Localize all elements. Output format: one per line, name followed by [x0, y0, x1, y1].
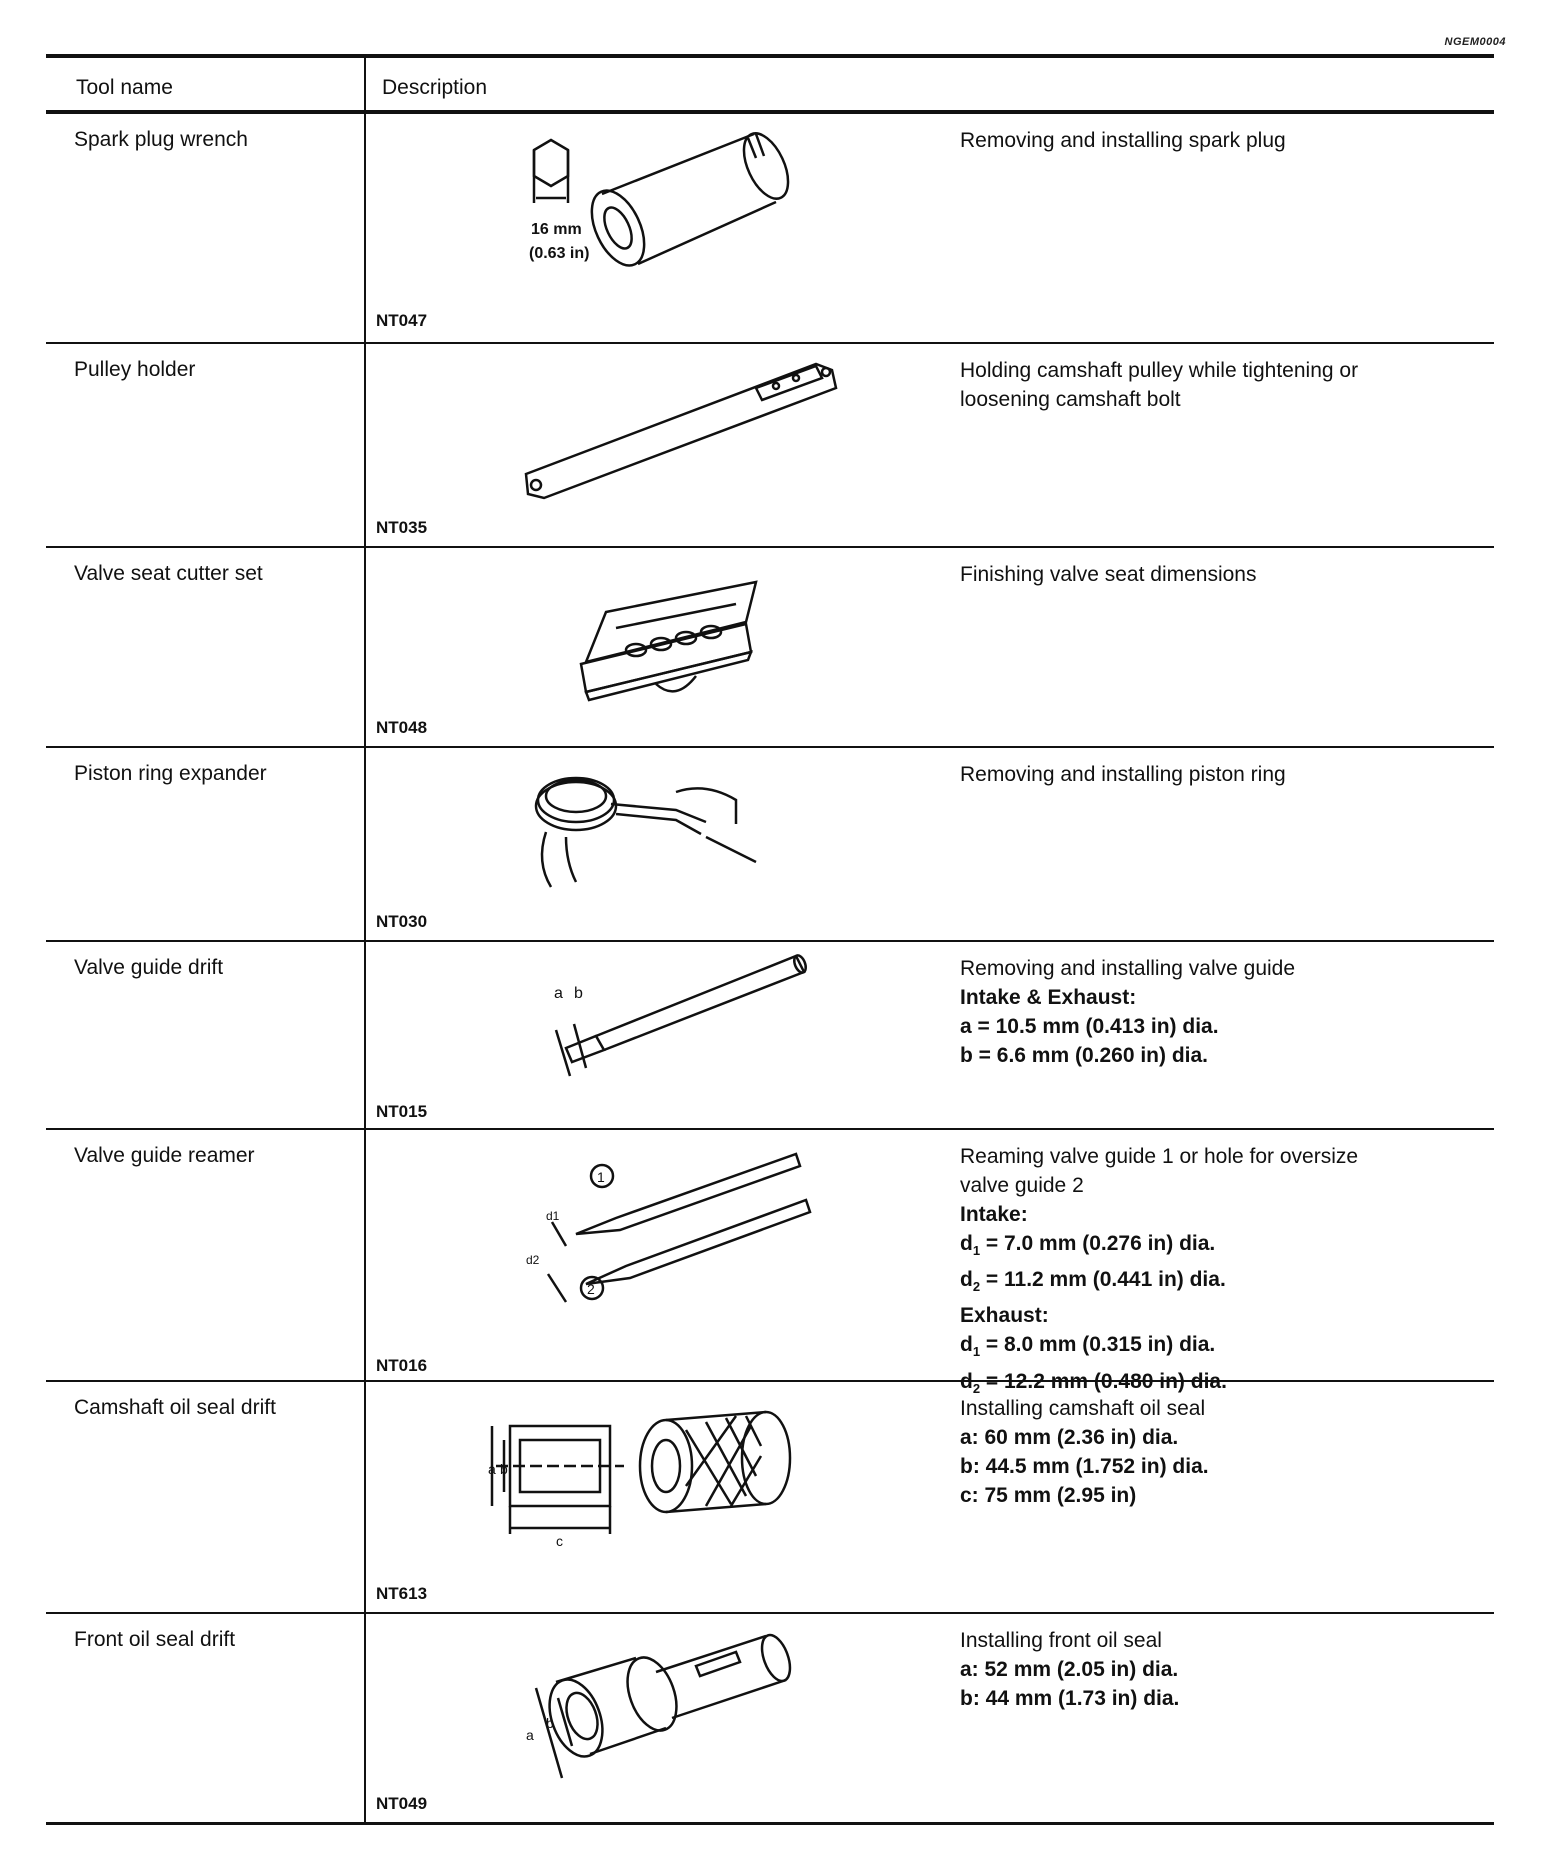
table-row	[46, 942, 1494, 1130]
valve-guide-drift-icon	[376, 946, 936, 1106]
tool-name: Front oil seal drift	[74, 1628, 236, 1651]
label-b: b	[500, 1461, 508, 1477]
table-row	[46, 344, 1494, 548]
spec-line: c: 75 mm (2.95 in)	[960, 1484, 1137, 1507]
valve-seat-cutter-set-icon	[376, 552, 936, 722]
tool-code: NT048	[376, 718, 428, 737]
table-row	[46, 1382, 1494, 1614]
tool-code: NT015	[376, 1102, 428, 1121]
camshaft-oil-seal-drift-icon	[376, 1386, 936, 1586]
tool-description	[960, 126, 1480, 155]
spec-heading: Intake:	[960, 1203, 1028, 1226]
tool-description	[960, 356, 1480, 414]
label-d2: d2	[526, 1253, 540, 1267]
tool-name: Valve seat cutter set	[74, 562, 263, 585]
tool-description	[960, 1394, 1480, 1510]
label-c: c	[556, 1533, 563, 1549]
table-header	[46, 58, 1494, 110]
tool-description	[960, 760, 1480, 789]
label-d1: d1	[546, 1209, 560, 1223]
description-line: valve guide 2	[960, 1174, 1084, 1197]
tool-name: Camshaft oil seal drift	[74, 1396, 276, 1419]
tool-code: NT035	[376, 518, 428, 537]
spec-heading: Intake & Exhaust:	[960, 986, 1137, 1009]
label-a: a	[488, 1461, 496, 1477]
tool-code: NT049	[376, 1794, 428, 1813]
table-row	[46, 748, 1494, 942]
description-line: Holding camshaft pulley while tightening or	[960, 359, 1359, 382]
tool-name: Spark plug wrench	[74, 128, 248, 151]
spec-line: b: 44 mm (1.73 in) dia.	[960, 1687, 1180, 1710]
tool-code: NT613	[376, 1584, 428, 1603]
tool-description	[960, 560, 1480, 589]
label-a: a	[554, 985, 563, 1002]
table-row	[46, 1130, 1494, 1396]
spec-line: a: 52 mm (2.05 in) dia.	[960, 1658, 1179, 1681]
spec-line: b = 6.6 mm (0.260 in) dia.	[960, 1044, 1209, 1067]
piston-ring-expander-icon	[376, 752, 936, 922]
header-description: Description	[382, 76, 488, 99]
tool-description	[960, 1626, 1480, 1713]
tool-name: Valve guide reamer	[74, 1144, 255, 1167]
callout-1: 1	[597, 1169, 605, 1185]
spec-line: $d_1 = 8.0$ mm (0.315 in) dia.	[960, 1333, 1216, 1360]
description-line: Removing and installing valve guide	[960, 957, 1296, 980]
spec-line: $d_2 = 12.2$ mm (0.480 in) dia.	[960, 1369, 1227, 1396]
description-line: Finishing valve seat dimensions	[960, 563, 1257, 586]
description-line: Removing and installing piston ring	[960, 763, 1286, 786]
spark-plug-wrench-icon	[376, 118, 936, 318]
tool-name: Valve guide drift	[74, 956, 224, 979]
description-line: Reaming valve guide 1 or hole for oversize	[960, 1145, 1359, 1168]
spec-line: b: 44.5 mm (1.752 in) dia.	[960, 1455, 1209, 1478]
tool-code: NT030	[376, 912, 428, 931]
description-line: Installing camshaft oil seal	[960, 1397, 1206, 1420]
label-a: a	[526, 1727, 534, 1743]
description-line: Installing front oil seal	[960, 1629, 1162, 1652]
description-line: Removing and installing spark plug	[960, 129, 1286, 152]
document-id: NGEM0004	[1444, 36, 1506, 48]
tool-description	[960, 954, 1480, 1070]
spec-heading: Exhaust:	[960, 1304, 1049, 1328]
callout-2: 2	[587, 1281, 595, 1297]
label-b: b	[574, 985, 583, 1002]
spec-line: a = 10.5 mm (0.413 in) dia.	[960, 1015, 1219, 1038]
description-line: loosening camshaft bolt	[960, 388, 1181, 411]
tool-name: Piston ring expander	[74, 762, 267, 785]
label-b: b	[546, 1715, 554, 1731]
socket-size-label: 16 mm	[531, 221, 582, 238]
tool-code: NT047	[376, 311, 428, 330]
table-row	[46, 114, 1494, 344]
front-oil-seal-drift-icon	[376, 1618, 936, 1798]
valve-guide-reamer-icon	[376, 1134, 936, 1334]
spec-line: $d_2 = 11.2$ mm (0.441 in) dia.	[960, 1268, 1226, 1295]
spec-line: $d_1 = 7.0$ mm (0.276 in) dia.	[960, 1232, 1216, 1259]
tool-code: NT016	[376, 1356, 428, 1375]
socket-size-inch-label: (0.63 in)	[529, 245, 590, 262]
table-row	[46, 1614, 1494, 1825]
header-tool-name: Tool name	[76, 76, 173, 99]
pulley-holder-icon	[376, 348, 936, 518]
tool-description	[960, 1142, 1480, 1403]
spec-line: a: 60 mm (2.36 in) dia.	[960, 1426, 1179, 1449]
table-row	[46, 548, 1494, 748]
tool-name: Pulley holder	[74, 358, 196, 381]
